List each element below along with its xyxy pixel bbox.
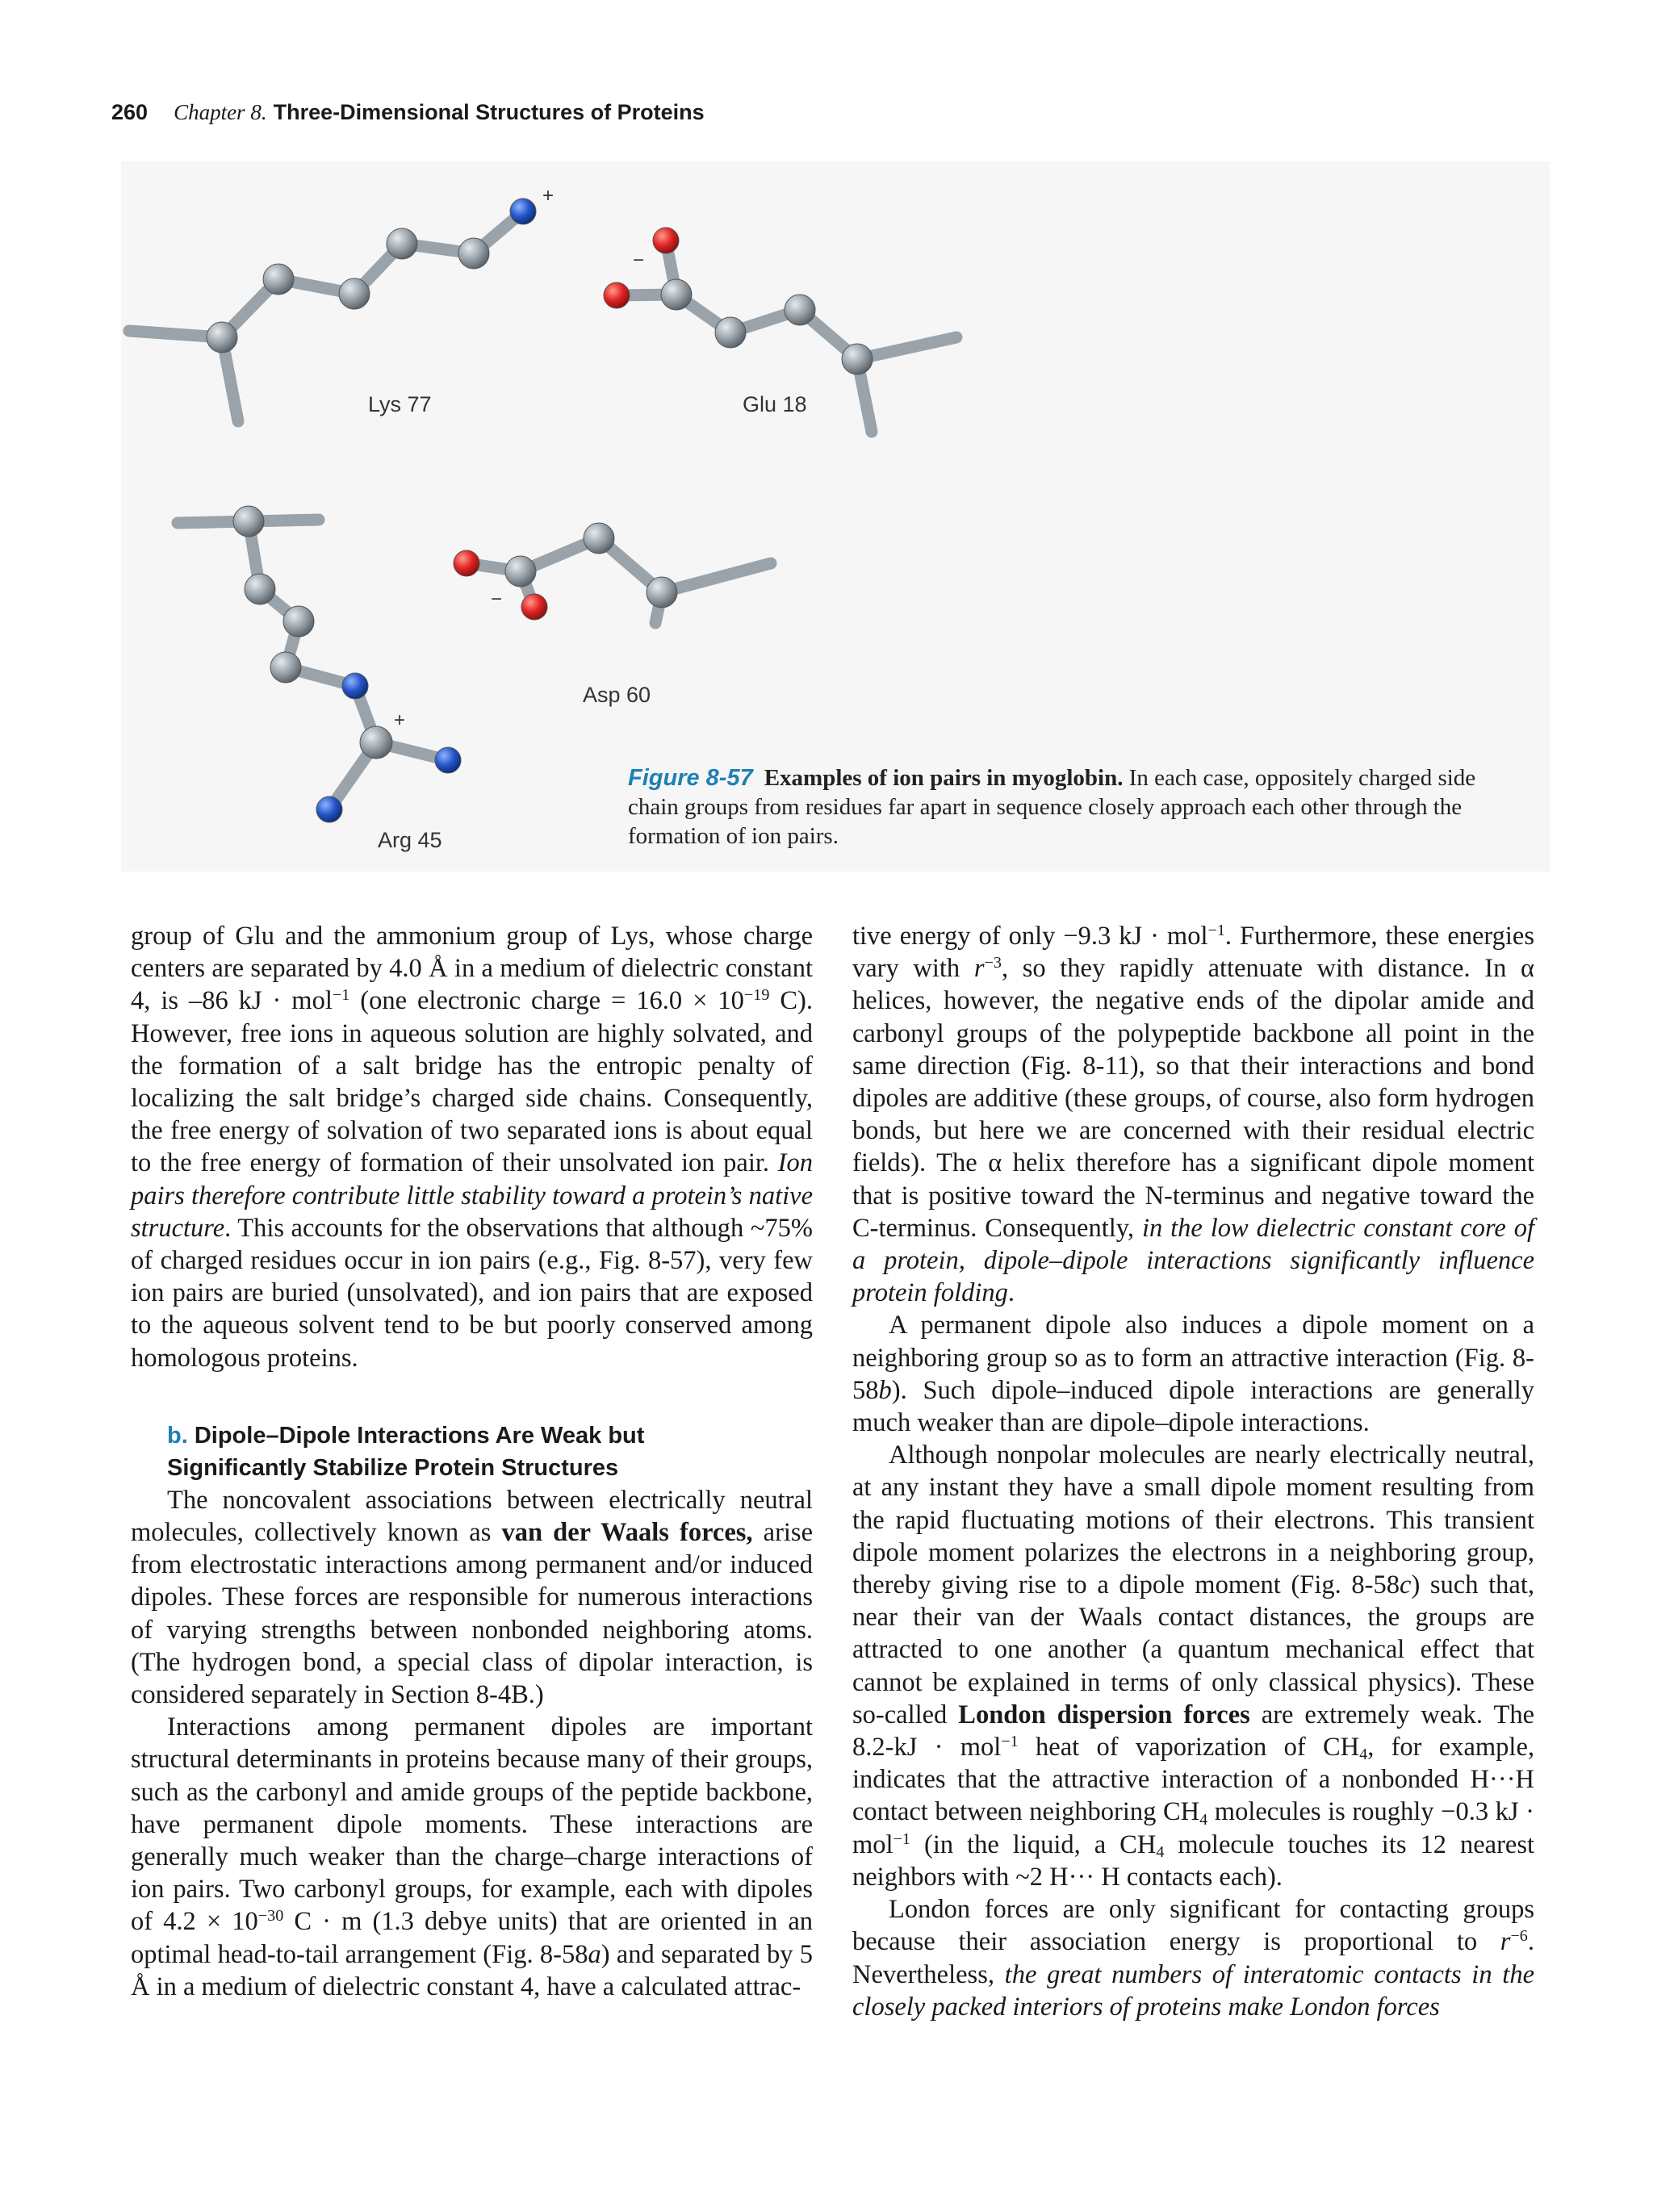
figure-number: Figure 8-57 [628, 765, 753, 791]
paragraph: A permanent dipole also induces a dipole moment on a neighboring group so as to form an attractive interaction (Fig. 8-58b). Such dipole–induced dipole interactions are generally much weaker than are dipole–dipole interactions. [852, 1311, 1534, 1438]
left-column [131, 920, 813, 2003]
label-asp60: Asp 60 [583, 683, 651, 707]
section-letter: b. [167, 1422, 188, 1449]
section-heading [167, 1420, 813, 1484]
paragraph: The noncovalent associations between electrically neutral molecules, collectively known as van der Waals forces, arise from electrostatic interactions among permanent and/or induced dipoles. These forces are responsible for numerous interactions of varying strengths between nonbonded neighboring atoms. (The hydrogen bond, a special class of dipolar interaction, is considered separately in Section 8-4B.) [131, 1485, 814, 1710]
chapter-label: Chapter 8. [174, 100, 267, 124]
label-lys77: Lys 77 [368, 392, 432, 416]
right-column [852, 920, 1534, 2023]
section-heading-line1: Dipole–Dipole Interactions Are Weak but [194, 1422, 645, 1449]
glu18-charge: − [633, 249, 645, 271]
section-heading-line2: Significantly Stabilize Protein Structures [167, 1454, 619, 1481]
chapter-title: Three-Dimensional Structures of Proteins [273, 100, 705, 124]
arg45-charge: + [394, 709, 406, 731]
figure-title: Examples of ion pairs in myoglobin. [764, 765, 1124, 791]
figure-ion-pairs [121, 161, 1550, 872]
paragraph: tive energy of only −9.3 kJ · mol$^{-1}$. Furthermore, these energies vary with $r^{-3}$, so they rapidly attenuate with distance. In α helices, however, the negative ends of the dipolar amide and carbonyl groups of the polypeptide backbone all point in the same direction (Fig. 8-11), so that their interactions and bond dipoles are additive (these groups, of course, also form hydrogen bonds, but here we are concerned with their residual electric fields). The α helix therefore has a significant dipole moment that is positive toward the N-terminus and negative toward the C-terminus. Consequently, in the low dielectric constant core of a protein, dipole–dipole interactions significantly influence protein folding. [852, 921, 1535, 1308]
paragraph: group of Glu and the ammonium group of Lys, whose charge centers are separated by 4.0 Å in a medium of dielectric constant 4, is –86 kJ · mol$^{-1}$ (one electronic charge = $16.0 \times 10^{-19}$ C). However, free ions in aqueous solution are highly solvated, and the formation of a salt bridge has the entropic penalty of localizing the salt bridge’s charged side chains. Consequently, the free energy of solvation of two separated ions is about equal to the free energy of formation of their unsolvated ion pair. Ion pairs therefore contribute little stability toward a protein’s native structure. This accounts for the observations that although ~75% of charged residues occur in ion pairs (e.g., Fig. 8-57), very few ion pairs are buried (unsolvated), and ion pairs that are exposed to the aqueous solvent tend to be but poorly conserved among homologous proteins. [131, 922, 814, 1373]
label-arg45: Arg 45 [378, 828, 442, 852]
arg45-molecule [178, 520, 448, 809]
figure-caption [628, 763, 1516, 851]
paragraph: London forces are only significant for contacting groups because their association energy is proportional to $r^{-6}$. Nevertheless, the great numbers of interatomic contacts in the closely packed interiors of proteins make London forces [852, 1895, 1534, 2022]
paragraph: Interactions among permanent dipoles are important structural determinants in proteins because many of their groups, such as the carbonyl and amide groups of the peptide backbone, have permanent dipole moments. These interactions are generally much weaker than the charge–charge interactions of ion pairs. Two carbonyl groups, for example, each with dipoles of $4.2 \times 10^{-30}$ C · m (1.3 debye units) that are oriented in an optimal head-to-tail arrangement (Fig. 8-58a) and separated by 5 Å in a medium of dielectric constant 4, have a calculated attrac- [131, 1712, 814, 2001]
label-glu18: Glu 18 [743, 392, 807, 416]
page-number: 260 [111, 100, 149, 124]
running-header [111, 100, 705, 125]
lys77-charge: + [542, 185, 554, 207]
figure-caption-text: In each case, oppositely charged side chain groups from residues far apart in sequence closely approach each other through the formation of ion pairs. [628, 765, 1476, 849]
asp60-charge: − [491, 588, 503, 610]
paragraph: Although nonpolar molecules are nearly electrically neutral, at any instant they have a small dipole moment resulting from the rapid fluctuating motions of their electrons. This transient dipole moment polarizes the electrons in a neighboring group, thereby giving rise to a dipole moment (Fig. 8-58c) such that, near their van der Waals contact distances, the groups are attracted to one another (a quantum mechanical effect that cannot be explained in terms of only classical physics). These so-called London dispersion forces are extremely weak. The 8.2-kJ · mol$^{-1}$ heat of vaporization of $CH_4$, for example, indicates that the attractive interaction of a nonbonded H···H contact between neighboring $CH_4$ molecules is roughly −0.3 kJ · mol$^{-1}$ (in the liquid, a $CH_4$ molecule touches its 12 nearest neighbors with ~2 H··· H contacts each). [852, 1441, 1535, 1892]
